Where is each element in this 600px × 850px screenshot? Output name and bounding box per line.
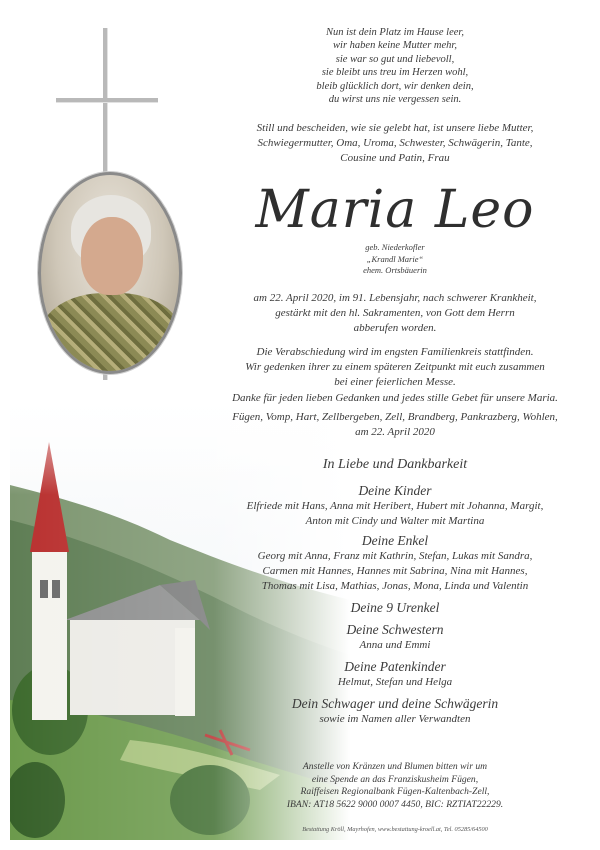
- name-details: [210, 242, 580, 277]
- donation-line: eine Spende an das Franziskusheim Fügen,: [311, 773, 479, 785]
- thanks-heading: In Liebe und Dankbarkeit: [322, 457, 468, 472]
- group-title: Dein Schwager und deine Schwägerin: [291, 696, 499, 711]
- poem-line: wir haben keine Mutter mehr,: [333, 40, 457, 52]
- group-great-grandchildren: [210, 599, 580, 616]
- group-line: Thomas mit Lisa, Mathias, Jonas, Mona, Linda und Valentin: [261, 580, 529, 593]
- intro-line: Schwiegermutter, Oma, Uroma, Schwester, Schwägerin, Tante,: [257, 137, 533, 150]
- farewell-line: bei einer feierlichen Messe.: [334, 376, 456, 389]
- intro-line: Cousine und Patin, Frau: [340, 152, 450, 165]
- group-godchildren: [210, 658, 580, 690]
- poem-line: sie war so gut und liebevoll,: [335, 53, 455, 65]
- occupation: ehem. Ortsbäuerin: [363, 265, 427, 275]
- group-title: Deine Kinder: [358, 483, 432, 498]
- funeral-home-footer: Bestattung Kröll, Mayrhofen, www.bestattung-kroell.at, Tel. 05285/64500: [302, 826, 488, 833]
- farewell-line: Wir gedenken ihrer zu einem späteren Zeitpunkt mit euch zusammen: [245, 361, 545, 374]
- group-children: [210, 482, 580, 529]
- cross-horizontal-bar: [56, 98, 158, 102]
- group-title: Deine Enkel: [361, 533, 429, 548]
- portrait-face: [81, 217, 143, 295]
- poem-line: Nun ist dein Platz im Hause leer,: [326, 27, 464, 38]
- donation-line: IBAN: AT18 5622 9000 0007 4450, BIC: RZTIAT22229.: [286, 798, 504, 810]
- deceased-name: Maria Leo: [255, 180, 535, 240]
- intro-line: Still und bescheiden, wie sie gelebt hat, ist unsere liebe Mutter,: [256, 122, 534, 134]
- poem-line: du wirst uns nie vergessen sein.: [328, 94, 462, 106]
- places-line: Fügen, Vomp, Hart, Zellbergeben, Zell, Brandberg, Pankrazberg, Wohlen,: [232, 411, 558, 423]
- portrait-photo: [38, 172, 182, 374]
- poem: [210, 26, 580, 106]
- donation-line: Anstelle von Kränzen und Blumen bitten wir um: [302, 761, 488, 772]
- group-in-laws: [210, 695, 580, 727]
- group-title: Deine 9 Urenkel: [350, 600, 440, 615]
- group-line: Anton mit Cindy und Walter mit Martina: [305, 515, 485, 528]
- group-title: Deine Patenkinder: [344, 659, 446, 674]
- farewell-text: [210, 345, 580, 406]
- group-title: Deine Schwestern: [346, 622, 444, 637]
- death-notice: [210, 291, 580, 337]
- portrait-clothing: [41, 293, 181, 374]
- group-grandchildren: [210, 532, 580, 595]
- poem-line: sie bleibt uns treu im Herzen wohl,: [321, 67, 469, 79]
- group-line: sowie im Namen aller Verwandten: [319, 713, 471, 725]
- places-date: [210, 410, 580, 440]
- date-line: am 22. April 2020: [355, 426, 435, 439]
- birth-name: geb. Niederkofler: [365, 242, 425, 252]
- death-line: am 22. April 2020, im 91. Lebensjahr, nach schwerer Krankheit,: [253, 292, 537, 304]
- farewell-line: Danke für jeden lieben Gedanken und jedes stille Gebet für unsere Maria.: [232, 391, 558, 404]
- donation-line: Raiffeisen Regionalbank Fügen-Kaltenbach-Zell,: [300, 786, 490, 798]
- group-line: Georg mit Anna, Franz mit Kathrin, Stefan, Lukas mit Sandra,: [257, 550, 533, 562]
- donation-note: [210, 761, 580, 811]
- group-line: Anna und Emmi: [359, 639, 431, 651]
- group-line: Carmen mit Hannes, Hannes mit Sabrina, Nina mit Hannes,: [262, 565, 528, 578]
- group-line: Elfriede mit Hans, Anna mit Heribert, Hubert mit Johanna, Margit,: [246, 500, 544, 512]
- group-sisters: [210, 621, 580, 653]
- nickname: „Krandl Marie“: [366, 253, 424, 264]
- death-line: gestärkt mit den hl. Sakramenten, von Gott dem Herrn: [275, 307, 515, 320]
- poem-line: bleib glücklich dort, wir denken dein,: [316, 80, 474, 92]
- intro-text: [210, 121, 580, 167]
- group-line: Helmut, Stefan und Helga: [337, 676, 453, 688]
- death-line: abberufen worden.: [353, 322, 437, 335]
- farewell-line: Die Verabschiedung wird im engsten Familienkreis stattfinden.: [256, 346, 534, 358]
